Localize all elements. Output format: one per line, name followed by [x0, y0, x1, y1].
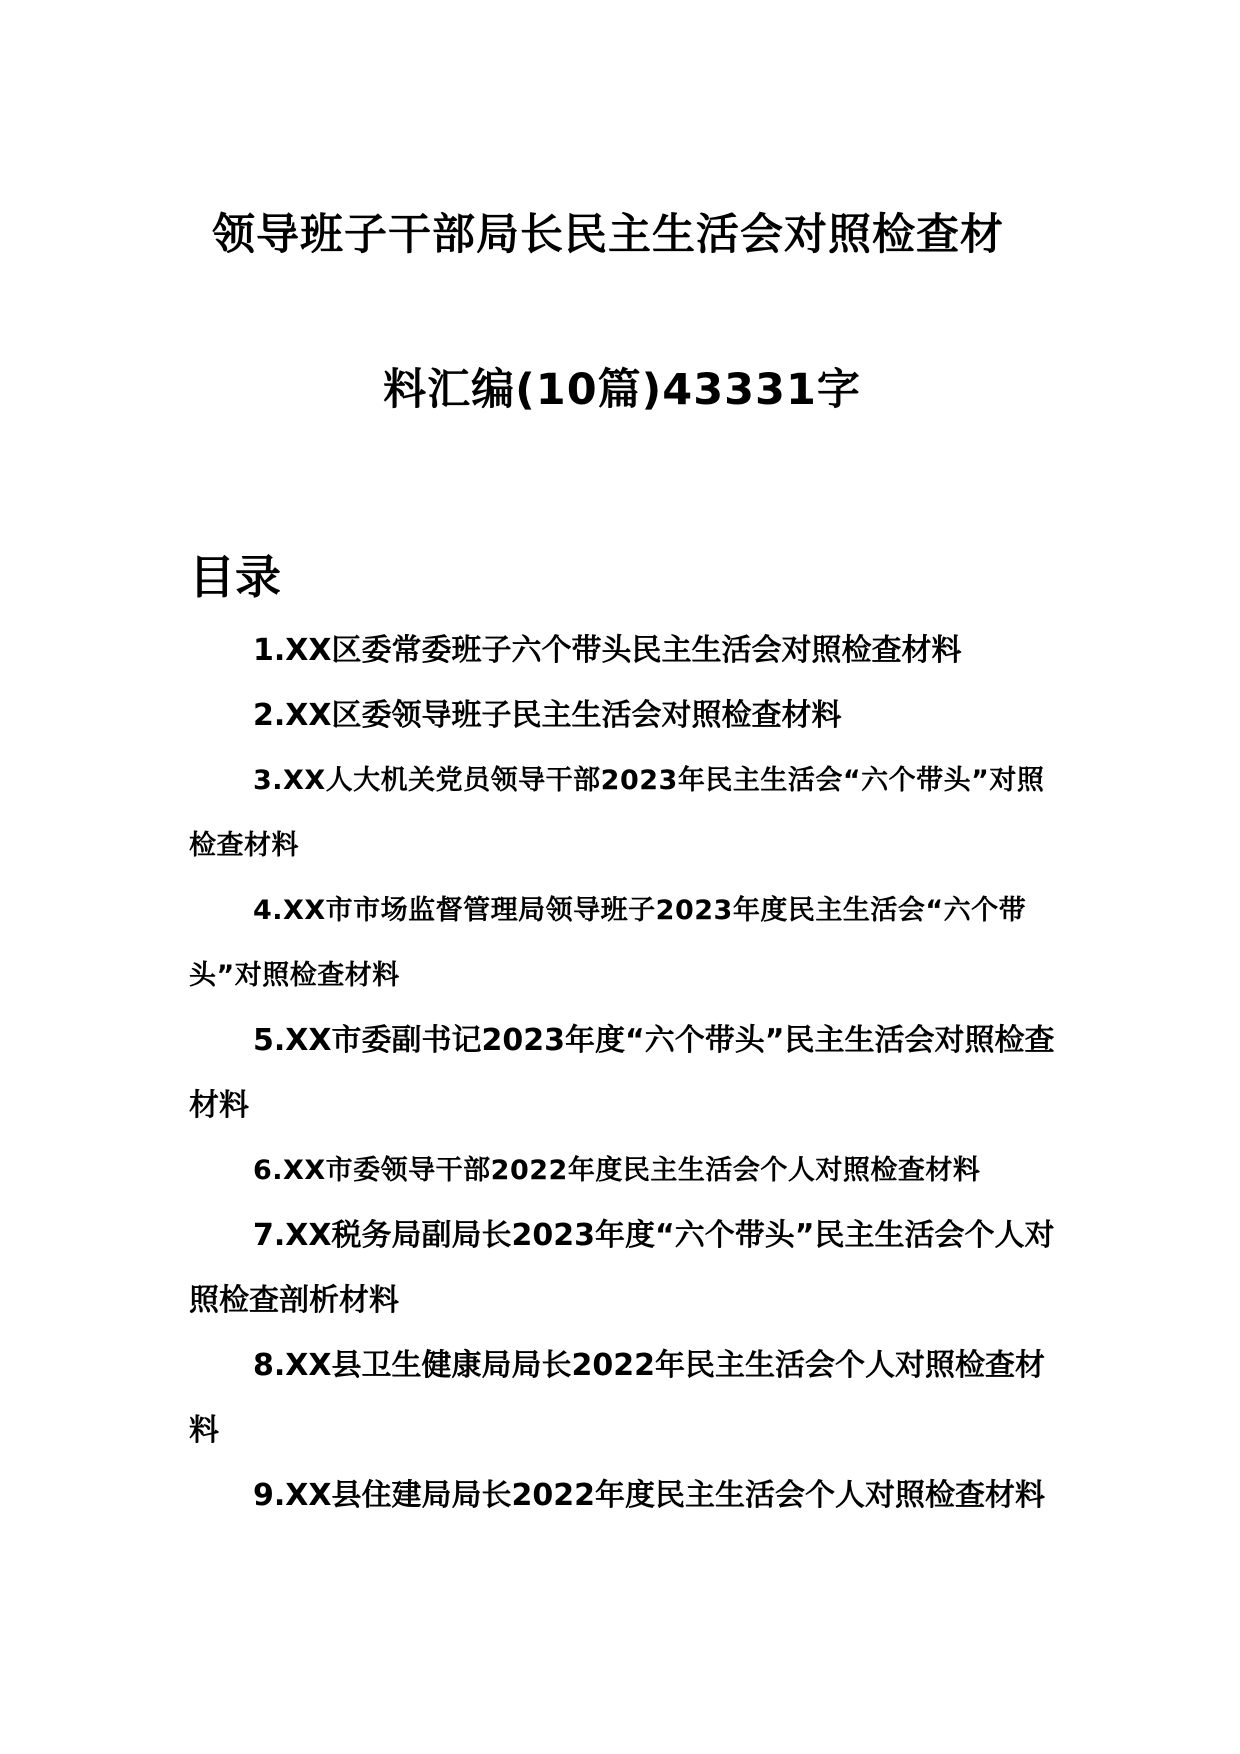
document-title-line-2: 料汇编(10篇)43331字	[383, 365, 861, 415]
toc-item-2: 2.XX区委领导班子民主生活会对照检查材料	[253, 698, 842, 733]
document-title-line-1: 领导班子干部局长民主生活会对照检查材	[212, 210, 1004, 260]
toc-heading: 目录	[189, 550, 281, 604]
toc-item-4: 4.XX市市场监督管理局领导班子2023年度民主生活会“六个带头”对照检查材料	[189, 895, 1027, 991]
toc-item-9: 9.XX县住建局局长2022年度民主生活会个人对照检查材料	[253, 1478, 1046, 1513]
table-of-contents	[189, 618, 1059, 1528]
toc-item-6: 6.XX市委领导干部2022年度民主生活会个人对照检查材料	[253, 1155, 981, 1186]
toc-item-5: 5.XX市委副书记2023年度“六个带头”民主生活会对照检查材料	[189, 1023, 1055, 1123]
toc-item-3: 3.XX人大机关党员领导干部2023年民主生活会“六个带头”对照检查材料	[189, 765, 1045, 861]
toc-item-7: 7.XX税务局副局长2023年度“六个带头”民主生活会个人对照检查剖析材料	[189, 1218, 1055, 1318]
toc-item-8: 8.XX县卫生健康局局长2022年民主生活会个人对照检查材料	[189, 1348, 1046, 1448]
toc-item-1: 1.XX区委常委班子六个带头民主生活会对照检查材料	[253, 633, 962, 668]
